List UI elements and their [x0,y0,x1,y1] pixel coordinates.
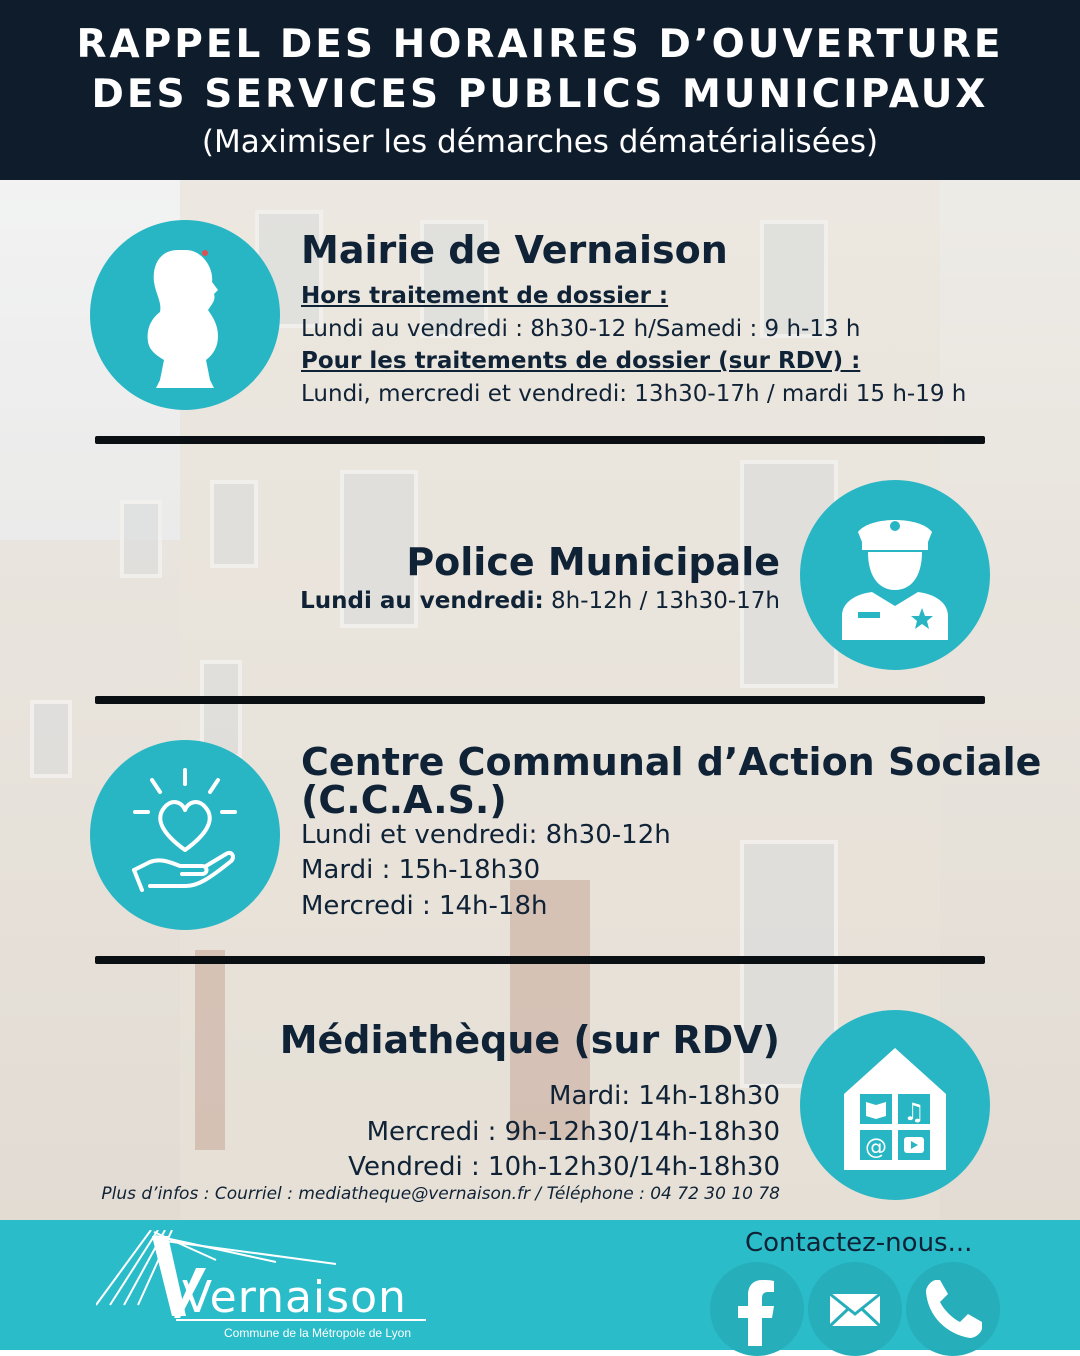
police-officer-icon [800,480,990,670]
police-hours [300,588,780,614]
ccas-title-line1: Centre Communal d’Action Sociale [301,740,1042,784]
mail-icon[interactable] [808,1262,902,1356]
svg-text:@: @ [865,1135,887,1160]
mairie-label-dossier-rdv: Pour les traitements de dossier (sur RDV) : [301,348,861,374]
ccas-hours-2: Mardi : 15h-18h30 [301,855,541,885]
mairie-label-hors-dossier: Hors traitement de dossier : [301,283,669,309]
facebook-icon[interactable] [710,1262,804,1356]
header-banner [0,0,1080,180]
mediatheque-hours-3: Vendredi : 10h-12h30/14h-18h30 [348,1152,780,1182]
section-divider [95,436,985,444]
mediatheque-contact-info: Plus d’infos : Courriel : mediatheque@vernaison.fr / Téléphone : 04 72 30 10 78 [101,1184,780,1204]
footer [0,1220,1080,1350]
ccas-hours-3: Mercredi : 14h-18h [301,891,548,921]
logo-tagline: Commune de la Métropole de Lyon [224,1326,411,1340]
section-divider [95,956,985,964]
logo-wordmark: Vernaison [182,1272,407,1323]
police-title: Police Municipale [406,540,780,584]
ccas-hours-1: Lundi et vendredi: 8h30-12h [301,820,671,850]
vernaison-logo[interactable] [96,1230,436,1345]
ccas-title-line2: (C.C.A.S.) [301,778,507,822]
mediatheque-title: Médiathèque (sur RDV) [279,1018,780,1062]
mairie-title: Mairie de Vernaison [301,228,728,272]
header-title-line1: RAPPEL DES HORAIRES D’OUVERTURE [76,22,1004,67]
svg-text:♫: ♫ [903,1098,925,1126]
library-house-icon [800,1010,990,1200]
police-hours-value: 8h-12h / 13h30-17h [543,588,780,614]
contact-label: Contactez-nous... [745,1228,973,1258]
section-divider [95,696,985,704]
police-hours-label: Lundi au vendredi: [300,588,544,614]
mediatheque-hours-1: Mardi: 14h-18h30 [549,1081,780,1111]
mairie-hours-1: Lundi au vendredi : 8h30-12 h/Samedi : 9 h-13 h [301,316,861,342]
mairie-hours-2: Lundi, mercredi et vendredi: 13h30-17h / mardi 15 h-19 h [301,381,967,407]
marianne-bust-icon [90,220,280,410]
hand-heart-icon [90,740,280,930]
mediatheque-hours-2: Mercredi : 9h-12h30/14h-18h30 [366,1117,780,1147]
header-title-line2: DES SERVICES PUBLICS MUNICIPAUX [91,72,989,117]
header-subtitle: (Maximiser les démarches dématérialisées) [201,124,879,160]
phone-icon[interactable] [906,1262,1000,1356]
